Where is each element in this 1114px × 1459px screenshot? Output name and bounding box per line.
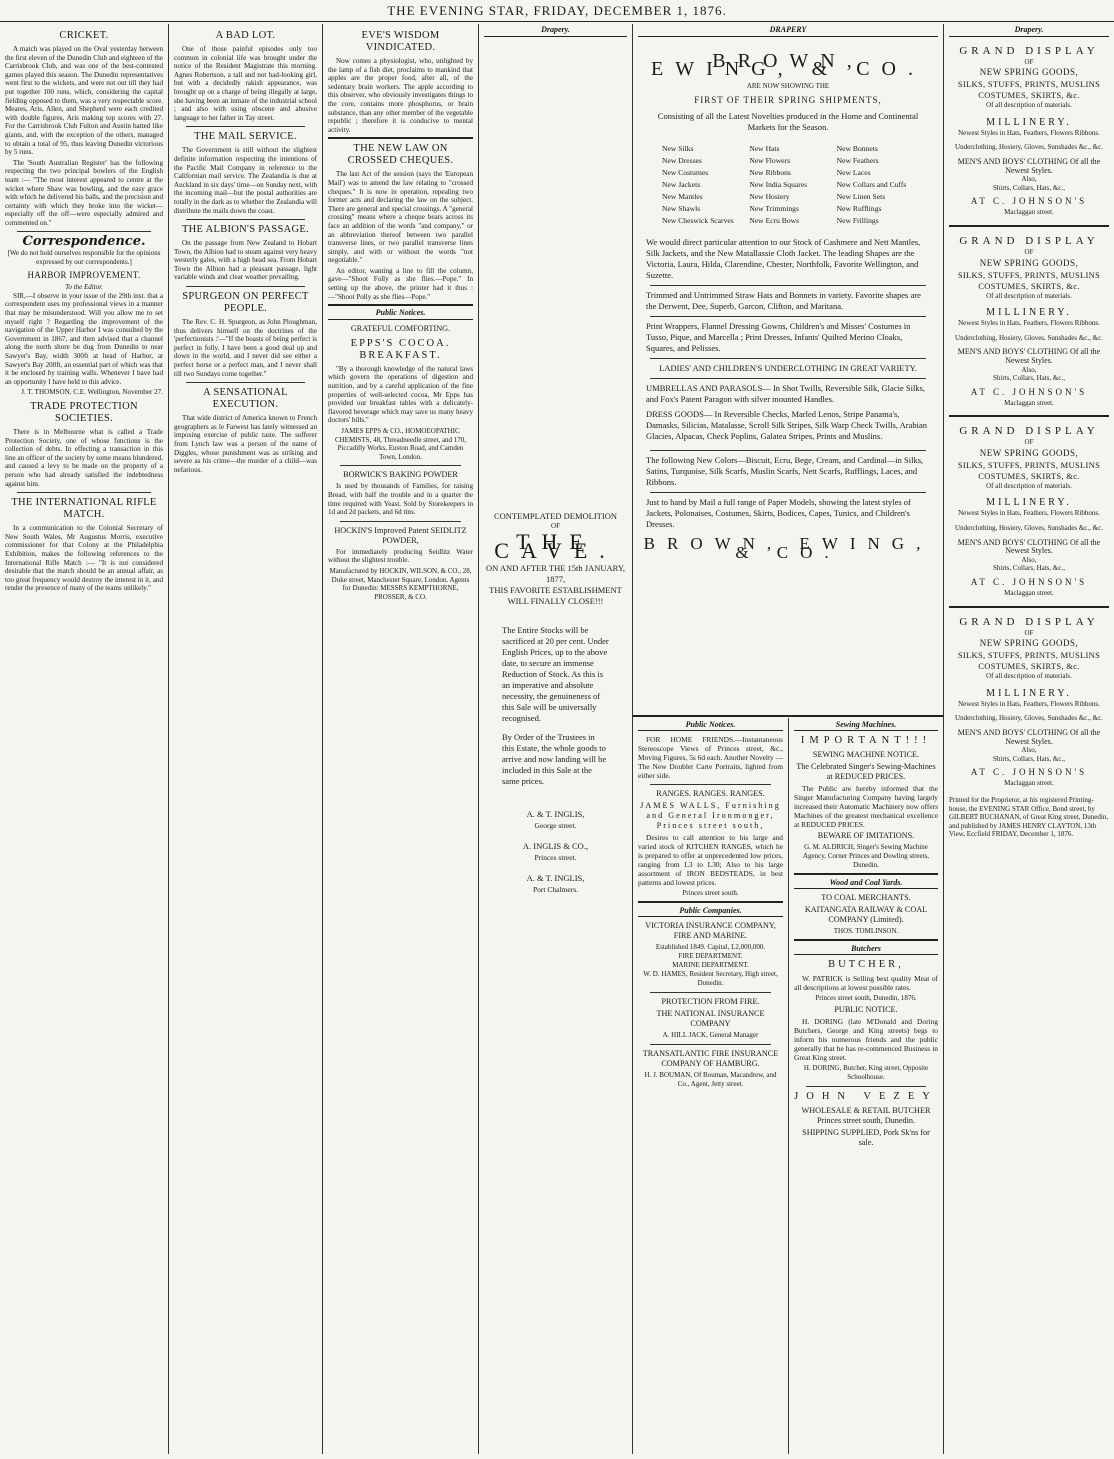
novelty-item: New India Squares xyxy=(749,179,808,189)
aldrich: G. M. ALDRICH, Singer's Sewing Machine Agency, Corner Princes and Dowling streets, Dunedin. xyxy=(802,843,930,869)
imprint: Printed for the Proprietor, at his registered Printing-house, the EVENING STAR Office, Bond street, by GILBERT BUCHANAN, of Great King street, Dunedin, and published by JAMES HENRY CLAYTON, 13th View, Eccfield FRIDAY, December 1, 1876. xyxy=(949,795,1109,839)
correspondence-note: [We do not hold ourselves responsible for the opinions expressed by our correspondents.] xyxy=(7,249,161,266)
eve-text: Now comes a physiologist, who, unlighted by the lamp of a fish diet, proclaims to mankind that apples are the proper food, after all, of the sedentary brain workers. The apple according to this observer, who obviously investigates things to the core, contains more phosphorus, or brain substance, than any other member of the vegetable republic ; therefore it is conducive to mental activity. xyxy=(328,57,473,134)
novelty-grid xyxy=(662,143,914,227)
harbour-signature: J. T. THOMSON, C.E. Wellington, November 27. xyxy=(21,388,163,397)
johnson-street: Maclaggan street. xyxy=(1004,779,1054,788)
epps-tagline: GRATEFUL COMFORTING. xyxy=(350,323,451,333)
trade-text: There is in Melbourne what is called a Trade Protection Society, one of whose functions is the collection of debts. In effecting a transaction in this line an officer of the society by some means blundered, and caused a levy to be made on the property of a person who had already satisfied the indebtedness against him. xyxy=(5,427,163,488)
signature-1: A. & T. INGLIS, xyxy=(526,809,585,820)
consisting: Consisting of all the Latest Novelties produced in the Home and Continental Markets for the Season. xyxy=(657,110,919,132)
johnson-also: Also, xyxy=(1021,365,1037,374)
signature-3-addr: Port Chalmers. xyxy=(533,885,578,895)
coal-sig: THOS. TOMLINSON. xyxy=(833,927,899,935)
johnson-spring: NEW SPRING GOODS, xyxy=(979,447,1079,458)
coal-title: TO COAL MERCHANTS. xyxy=(821,893,911,902)
victoria-marine: MARINE DEPARTMENT. xyxy=(672,961,749,969)
novelty-item: New Costumes xyxy=(662,167,709,177)
vezey-text: WHOLESALE & RETAIL BUTCHER Princes street south, Dunedin. xyxy=(801,1106,931,1125)
firm-name-footer: BROWN, EWING, & CO. xyxy=(643,533,933,562)
execution-heading: A SENSATIONAL EXECUTION. xyxy=(203,387,288,411)
johnson-ad xyxy=(949,235,1109,417)
johnson-grand: GRAND DISPLAY xyxy=(959,234,1099,247)
doring-text: H. DORING (late M'Donald and Doring Butchers, George and King streets) begs to inform his numerous friends and the public generally that he has re-commenced Business in Great King street. xyxy=(794,1017,938,1062)
drapery-heading: Drapery. xyxy=(484,26,627,37)
year-line: 1877, xyxy=(545,574,566,585)
mail-heading: THE MAIL SERVICE. xyxy=(194,131,297,143)
cave-title: THE CAVE. xyxy=(494,529,617,563)
singer-title: The Celebrated Singer's Sewing-Machines at REDUCED PRICES. xyxy=(796,762,936,781)
sale-body: The Entire Stocks will be sacrificed at 20 per cent. Under English Prices, up to the above date, to secure an immense Reduction of Stock. As this is an imperative and absolute necessity, the genuineness of this Sale will be universally recognised. xyxy=(502,625,609,724)
johnson-spring: NEW SPRING GOODS, xyxy=(979,67,1079,78)
novelty-item: New Ribbons xyxy=(749,167,791,177)
harbour-text: SIR,—I observe in your issue of the 29th inst. that a correspondent uses my professional views in a manner that may be misunderstood. Will you allow me to set myself right ? Regarding the improvement of the navigation of the Upper Harbor I was consulted by the Government in 1867, and then advised that a channel along the north shore be dug from Dunedin to near Sawyer's Bay, width 300ft at head of Harbor, at Sawyer's Bay 200ft, an essential part of which was that it be enclosed by training walls. Whenever I have had an opportunity I have held to this advice. xyxy=(5,291,163,386)
johnson-under: Underclothing, Hosiery, Gloves, Sunshades &c., &c. xyxy=(955,714,1103,723)
column-6 xyxy=(944,24,1114,1454)
execution-text: That wide district of America known to French geographers as le Farwest has lately witnessed an imposing exercise of public taste. The sufferer from Lynch law was a person of the name of Diggles, whose punishment was as striking and severe as his crime—the murder of a child—was nefarious. xyxy=(174,414,317,474)
johnson-also: Also, xyxy=(1021,555,1037,564)
epps-text: "By a thorough knowledge of the natural laws which govern the operations of digestion and nutrition, and by a careful application of the fine properties of well-selected cocoa, Mr Epps has provided our breakfast tables with a delicately-flavored beverage which may save us many heavy doctors' bills." xyxy=(328,364,473,425)
law-heading: THE NEW LAW ON CROSSED CHEQUES. xyxy=(347,143,454,167)
coal-heading: Wood and Coal Yards. xyxy=(794,878,938,889)
paragraph-5: UMBRELLAS AND PARASOLS— In Shot Twills, Reversible Silk, Glacie Silks, and Fox's Patent Paragon with silver mounted Handles. xyxy=(646,382,925,404)
demolition-title: CONTEMPLATED DEMOLITION xyxy=(493,510,617,521)
johnson-mens: MEN'S AND BOYS' CLOTHING Of all the Newest Styles. xyxy=(957,347,1101,365)
johnson-of: OF xyxy=(1024,57,1034,66)
johnson-johnson: AT C. JOHNSON'S xyxy=(970,386,1088,397)
public-companies-heading: Public Companies. xyxy=(638,906,783,917)
novelty-list-b xyxy=(749,143,826,227)
novelty-item: New Mantles xyxy=(662,191,703,201)
johnson-newest: Newest Styles in Hats, Feathers, Flowers Ribbons. xyxy=(958,319,1100,328)
novelty-item: New Flowers xyxy=(749,155,791,165)
badlot-heading: A BAD LOT. xyxy=(215,30,276,41)
harbour-heading: HARBOR IMPROVEMENT. xyxy=(27,270,141,281)
johnson-newest: Newest Styles in Hats, Feathers, Flowers Ribbons. xyxy=(958,699,1100,708)
johnson-ad xyxy=(949,616,1109,788)
johnson-newest: Newest Styles in Hats, Feathers, Flowers Ribbons. xyxy=(958,509,1100,518)
borwick-heading: BORWICK'S BAKING POWDER xyxy=(343,470,458,480)
johnson-all: Of all description of materials. xyxy=(986,481,1072,490)
johnson-street: Maclaggan street. xyxy=(1004,398,1054,407)
home-friends-ad: FOR HOME FRIENDS.—Instantaneous Stereoscope Views of Princes street, &c., Moving Figures, 5s 6d each. Another Novelty —The New Doublet Carte Portraits, lighted from either side. xyxy=(638,735,783,780)
close-line: THIS FAVORITE ESTABLISHMENT WILL FINALLY CLOSE!!! xyxy=(489,585,622,607)
mail-text: The Government is still without the slightest definite information respecting the intentions of the Pacific Mail Company in reference to the Californian mail service. The Zealandia is due at Auckland in six days' time—on Sunday next, with the incoming mail—but the postal authorities are totally in the dark as to whether the Zealandia will distribute the mails down the coast. xyxy=(174,146,317,215)
johnson-under: Underclothing, Hosiery, Gloves, Sunshades &c., &c. xyxy=(955,143,1103,152)
ranges-heading: RANGES. RANGES. RANGES. xyxy=(656,789,765,798)
paragraph-3: Print Wrappers, Flannel Dressing Gowns, Children's and Misses' Costumes in Tusso, Pique, and Marcella ; Print Dresses, Infants' Quilted Merino Cloaks, Squares, and Pelisses. xyxy=(646,320,911,353)
johnson-also: Also, xyxy=(1021,746,1037,755)
public-notices-heading: Public Notices. xyxy=(328,309,473,320)
epps-brand: EPPS'S COCOA. BREAKFAST. xyxy=(350,337,451,361)
sewing-notice: SEWING MACHINE NOTICE. xyxy=(812,750,920,759)
novelty-item: New Rufflings xyxy=(836,203,882,213)
johnson-shirts: Shirts, Collars, Hats, &c., xyxy=(993,374,1065,383)
transatlantic-title: TRANSATLANTIC FIRE INSURANCE COMPANY OF HAMBURG. xyxy=(642,1049,779,1068)
spurgeon-heading: SPURGEON ON PERFECT PEOPLE. xyxy=(182,291,309,315)
novelty-item: New Silks xyxy=(662,143,694,153)
johnson-spring: NEW SPRING GOODS, xyxy=(979,638,1079,649)
signature-3: A. & T. INGLIS, xyxy=(526,873,585,884)
johnson-silks: SILKS, STUFFS, PRINTS, MUSLINS COSTUMES, SKIRTS, &c. xyxy=(957,650,1101,672)
novelty-item: New Laces xyxy=(836,167,871,177)
johnson-ad xyxy=(949,45,1109,227)
hockin-footer: Manufactured by HOCKIN, WILSON, & CO., 28, Duke street, Manchester Square, London. Agents for Dunedin: MESSRS KEMPTHORNE, PROSSER, & CO. xyxy=(329,566,472,601)
patrick-text: W. PATRICK is Selling best quality Meat of all descriptions at lowest possible rates. xyxy=(794,974,938,992)
patrick-addr: Princes street south, Dunedin, 1876. xyxy=(815,994,917,1002)
rifle-heading: THE INTERNATIONAL RIFLE MATCH. xyxy=(11,497,157,521)
butcher-title: BUTCHER, xyxy=(828,959,904,970)
novelty-item: New Jackets xyxy=(662,179,701,189)
novelty-list-a xyxy=(662,143,739,227)
badlot-text: One of those painful episodes only too common in colonial life was brought under the notice of the Resident Magistrate this morning. Agnes Robertson, a tall and not bad-looking girl, but with a decidedly rakish appearance, was brought up on a charge of being illegally at large, she having been an inmate of the industrial school ; and also with using obscene and abusive language to her father in Tay street. xyxy=(174,45,317,122)
spurgeon-text: The Rev. C. H. Spurgeon, as John Ploughman, thus delivers himself on the doctrines of the 'perfectionists :'—"If the boasts of being perfect is perfect in folly. I have been a good deal up and down in the world, and I never did see either a perfect horse or a perfect man, and I never shall till two Sundays come together." xyxy=(174,318,317,378)
johnson-mill: MILLINERY. xyxy=(986,307,1072,319)
novelty-item: New Hats xyxy=(749,143,780,153)
beware: BEWARE OF IMITATIONS. xyxy=(817,831,915,840)
victoria-title: VICTORIA INSURANCE COMPANY, FIRE AND MARINE. xyxy=(645,921,776,940)
national-title: THE NATIONAL INSURANCE COMPANY xyxy=(656,1009,765,1028)
brown-ewing-ad xyxy=(633,24,943,714)
sewing-heading: Sewing Machines. xyxy=(794,720,938,731)
johnson-mens: MEN'S AND BOYS' CLOTHING Of all the Newest Styles. xyxy=(957,156,1101,175)
albion-heading: THE ALBION'S PASSAGE. xyxy=(181,224,310,236)
walls-text: Desires to call attention to his large and varied stock of KITCHEN RANGES, which he is prepared to offer at unprecedented low prices, ranging from L3 to L30; Also to his large assortment of IRON BEDSTEADS, in best patterns and lowest prices. xyxy=(638,833,783,887)
paragraph-7: The following New Colors—Biscuit, Ecru, Bege, Cream, and Cardinal—in Silks, Satins, Turquoise, Silk Scarfs, Muslin Scarfs, Nett Scarfs, Rufflings, Laces, and Ribbons. xyxy=(646,454,924,487)
novelty-item: New Ecru Bows xyxy=(749,215,800,225)
johnson-silks: SILKS, STUFFS, PRINTS, MUSLINS COSTUMES, SKIRTS, &c. xyxy=(957,459,1101,481)
johnson-mill: MILLINERY. xyxy=(986,116,1072,128)
novelty-item: New Linen Sets xyxy=(836,191,886,201)
correspondence-heading: Correspondence. xyxy=(22,234,146,250)
novelty-item: New Dresses xyxy=(662,155,702,165)
cricket-text: A match was played on the Oval yesterday between the first eleven of the Dunedin Club and eighteen of the Carrisbrook Club, and was one of the best-contested games played this season. The Dunedin representatives went first to the wickets, and were not out till they had put together 100 runs, which, considering the capital fielding opposed to them, was a very respectable score. Meares, Aris, Allen, and Shepherd were each credited with double figures, Aris making top scores with 27. For the Carrisbrook Club Fulton and Austin batted like giants, and, with the exception of the others, managed to obtain a total of 95, thus leaving Dunedin victorious by 5 runs. xyxy=(5,45,163,157)
doring-sig: H. DORING, Butcher, King street, Opposite Schoolhouse. xyxy=(803,1064,929,1081)
borwick-text: Is used by thousands of Families, for raising Bread, with half the trouble and in a quarter the time required with Yeast. Sold by Storekeepers in 1d and 2d packets, and 6d tins. xyxy=(328,482,473,517)
novelty-item: New Frillings xyxy=(836,215,879,225)
johnson-street: Maclaggan street. xyxy=(1004,589,1054,598)
national-sig: A. HILL JACK, General Manager xyxy=(662,1031,759,1039)
epps-footer: JAMES EPPS & CO., HOMOEOPATHIC CHEMISTS, 48, Threadneedle street, and 170, Piccadilly Works, Euston Road, and Camden Town, London. xyxy=(334,427,467,461)
kaitangata: KAITANGATA RAILWAY & COAL COMPANY (Limited). xyxy=(804,905,928,924)
johnson-silks: SILKS, STUFFS, PRINTS, MUSLINS COSTUMES, SKIRTS, &c. xyxy=(957,269,1101,291)
firm-name: BROWN, EWING, & CO. xyxy=(651,49,925,81)
walls-footer: Princes street south. xyxy=(682,889,739,897)
johnson-grand: GRAND DISPLAY xyxy=(959,425,1099,438)
demolition-of: OF xyxy=(551,521,560,530)
novelty-item: New Feathers xyxy=(836,155,879,165)
eve-heading: EVE'S WISDOM VINDICATED. xyxy=(361,30,440,53)
shipping: SHIPPING SUPPLIED, Pork Sk'ns for sale. xyxy=(802,1128,930,1147)
novelty-item: New Cheswick Scarves xyxy=(662,215,734,225)
johnson-all: Of all description of materials. xyxy=(986,101,1072,110)
column-5a xyxy=(633,718,788,1454)
transatlantic-sig: H. J. BOUMAN, Of Bouman, Macandrew, and Co., Agent, Jetty street. xyxy=(644,1071,777,1088)
novelty-item: New Collars and Cuffs xyxy=(836,179,907,189)
johnson-of: OF xyxy=(1024,628,1034,637)
paragraph-6: DRESS GOODS— In Reversible Checks, Marled Lenos, Stripe Panama's, Damasks, Silicias, Matalasse, Scroll Silk Stripes, Silk Warp Check Twills, Arabian Glacies, Alpacas, Check Poplins, Galatea Stripes, Prints and Muslins. xyxy=(646,408,928,441)
sale-order: By Order of the Trustees in this Estate, the whole goods to arrive and now landing will be included in this Sale at the same prices. xyxy=(502,732,607,787)
butchers-heading: Butchers xyxy=(794,944,938,955)
paragraph-4: LADIES' AND CHILDREN'S UNDERCLOTHING IN GREAT VARIETY. xyxy=(659,362,917,373)
column-2 xyxy=(169,24,322,1454)
johnson-of: OF xyxy=(1024,438,1034,447)
albion-text: On the passage from New Zealand to Hobart Town, the Albion had to steam against very heavy westerly gales, with a high head sea. From Hobart Town the Albion had a pleasant passage, light variable winds and clear weather prevailing. xyxy=(174,239,317,282)
johnson-johnson: AT C. JOHNSON'S xyxy=(970,767,1088,778)
johnson-mill: MILLINERY. xyxy=(986,497,1072,509)
cricket-heading: CRICKET. xyxy=(59,30,109,41)
editor-text: An editor, wanting a line to fill the column, gave—"Shoot Folly as she flies.—Pope." In setting up the above, the printer had it thus :—"Shoot Polly as she flies—Pope." xyxy=(328,266,473,301)
vezey-title: JOHN VEZEY xyxy=(794,1091,938,1102)
novelty-list-c xyxy=(837,143,914,227)
protection-title: PROTECTION FROM FIRE. xyxy=(661,997,760,1006)
important-title: IMPORTANT!!! xyxy=(800,735,932,746)
public-notice-title: PUBLIC NOTICE. xyxy=(834,1005,898,1014)
paragraph-8: Just to hand by Mail a full range of Paper Models, showing the latest styles of Jackets, Polonaises, Costumes, Skirts, Bodices, Capes, Tunics, and Children's Dresses. xyxy=(646,496,911,529)
hockin-heading: HOCKIN'S Improved Patent SEIDLITZ POWDER, xyxy=(334,525,467,545)
novelty-item: New Trimmings xyxy=(749,203,799,213)
johnson-all: Of all description of materials. xyxy=(986,672,1072,681)
paragraph-2: Trimmed and Untrimmed Straw Hats and Bonnets in variety. Favorite shapes are the Derwent, Dee, Superb, Garcon, Clifton, and Maritana. xyxy=(646,289,921,311)
victoria-est: Established 1849. Capital, L2,000,000. xyxy=(655,943,766,951)
signature-1-addr: George street. xyxy=(534,821,577,831)
johnson-shirts: Shirts, Collars, Hats, &c., xyxy=(993,754,1065,763)
singer-text: The Public are hereby informed that the Singer Manufacturing Company having largely increased their Automatic Machinery now offers Machines of the greatest mechanical excellence at REDUCED PRICES. xyxy=(794,784,938,829)
signature-2: A. INGLIS & CO., xyxy=(522,841,589,852)
column-3 xyxy=(323,24,478,1454)
johnson-johnson: AT C. JOHNSON'S xyxy=(970,196,1088,207)
johnson-under: Underclothing, Hosiery, Gloves, Sunshades &c., &c. xyxy=(955,333,1103,342)
johnson-newest: Newest Styles in Hats, Feathers, Flowers Ribbons. xyxy=(958,128,1100,137)
novelty-item: New Bonnets xyxy=(836,143,878,153)
novelty-item: New Shawls xyxy=(662,203,701,213)
johnson-mens: MEN'S AND BOYS' CLOTHING Of all the Newest Styles. xyxy=(957,537,1101,556)
johnson-mens: MEN'S AND BOYS' CLOTHING Of all the Newest Styles. xyxy=(957,728,1101,746)
masthead: THE EVENING STAR, FRIDAY, DECEMBER 1, 1876. xyxy=(0,0,1114,22)
hockin-text: For immediately producing Seidlitz Water without the slightest trouble. xyxy=(328,547,473,565)
johnson-ad xyxy=(949,425,1109,607)
johnson-grand: GRAND DISPLAY xyxy=(959,615,1099,628)
johnson-shirts: Shirts, Collars, Hats, &c., xyxy=(993,564,1065,573)
victoria-fire: FIRE DEPARTMENT. xyxy=(678,952,743,960)
column-5b xyxy=(789,718,943,1454)
drapery-heading-3: Drapery. xyxy=(949,26,1109,37)
novelty-item: New Hosiery xyxy=(749,191,790,201)
law-text: The last Act of the session (says the 'European Mail') was to amend the law relating to "crossed cheques." It is now in operation, repealing two former acts and declaring the law on the subject. There are general and special crossings. A "general crossing" means where a cheque bears across its face an addition of the words "and company," or an abbreviation thereof between two parallel transverse lines, or two parallel transverse lines simply, and with or without the words "not negotiable." xyxy=(328,170,473,265)
cricket-text-2: The 'South Australian Register' has the following respecting the two principal bowlers of the English team :— "The most interest appeared to centre at the wicket where Shaw was bowling, and the easy grace with which he delivered his balls, and the precision and certainty with which they broke into the wicket—especially off the off—were especially admired and commented on." xyxy=(5,158,163,227)
johnson-under: Underclothing, Hosiery, Gloves, Sunshades &c., &c. xyxy=(955,524,1103,533)
victoria-sig: W. D. HAMES, Resident Secretary, High street, Dunedin. xyxy=(643,970,778,987)
harbour-to: To the Editor. xyxy=(65,283,103,292)
showing-line: ARE NOW SHOWING THE xyxy=(746,81,830,90)
first-shipment: FIRST OF THEIR SPRING SHIPMENTS, xyxy=(694,95,882,106)
divider xyxy=(633,715,943,717)
walls-name: JAMES WALLS, Furnishing and General Ironmonger, Princes street south, xyxy=(640,801,781,830)
johnson-also: Also, xyxy=(1021,175,1037,184)
johnson-street: Maclaggan street. xyxy=(1004,208,1054,217)
trade-heading: TRADE PROTECTION SOCIETIES. xyxy=(30,400,138,424)
date-line: ON AND AFTER THE 15th JANUARY, xyxy=(485,563,625,574)
johnson-johnson: AT C. JOHNSON'S xyxy=(970,577,1088,588)
johnson-mill: MILLINERY. xyxy=(986,687,1072,699)
johnson-silks: SILKS, STUFFS, PRINTS, MUSLINS COSTUMES, SKIRTS, &c. xyxy=(957,79,1101,101)
johnson-shirts: Shirts, Collars, Hats, &c., xyxy=(993,183,1065,192)
drapery-heading-2: DRAPERY xyxy=(638,26,938,37)
johnson-all: Of all description of materials. xyxy=(986,291,1072,300)
johnson-grand: GRAND DISPLAY xyxy=(959,44,1099,57)
johnson-of: OF xyxy=(1024,247,1034,256)
column-1 xyxy=(0,24,168,1454)
signature-2-addr: Princes street. xyxy=(534,853,577,863)
paragraph-1: We would direct particular attention to our Stock of Cashmere and Nett Mantles, Silk Jackets, and the New Matallassie Cloth Jacket. The leading Shapes are the Victoria, Laura, Hilda, Clarendine, Chester, Northfolk, Favorite Wellington, and Suzette. xyxy=(646,236,921,280)
column-4 xyxy=(479,24,632,1454)
public-notices-heading-2: Public Notices. xyxy=(638,720,783,731)
johnson-spring: NEW SPRING GOODS, xyxy=(979,257,1079,268)
rifle-text: In a communication to the Colonial Secretary of New South Wales, Mr Augustus Morris, executive commissioner for that Colony at the Philadelphia Exhibition, makes the following references to the International Rifle Match :— "It is not considered desirable that the match should be an annual affair, as too great frequency would destroy the interest in it, and render the presence of many of the teams unlikely." xyxy=(5,524,163,593)
